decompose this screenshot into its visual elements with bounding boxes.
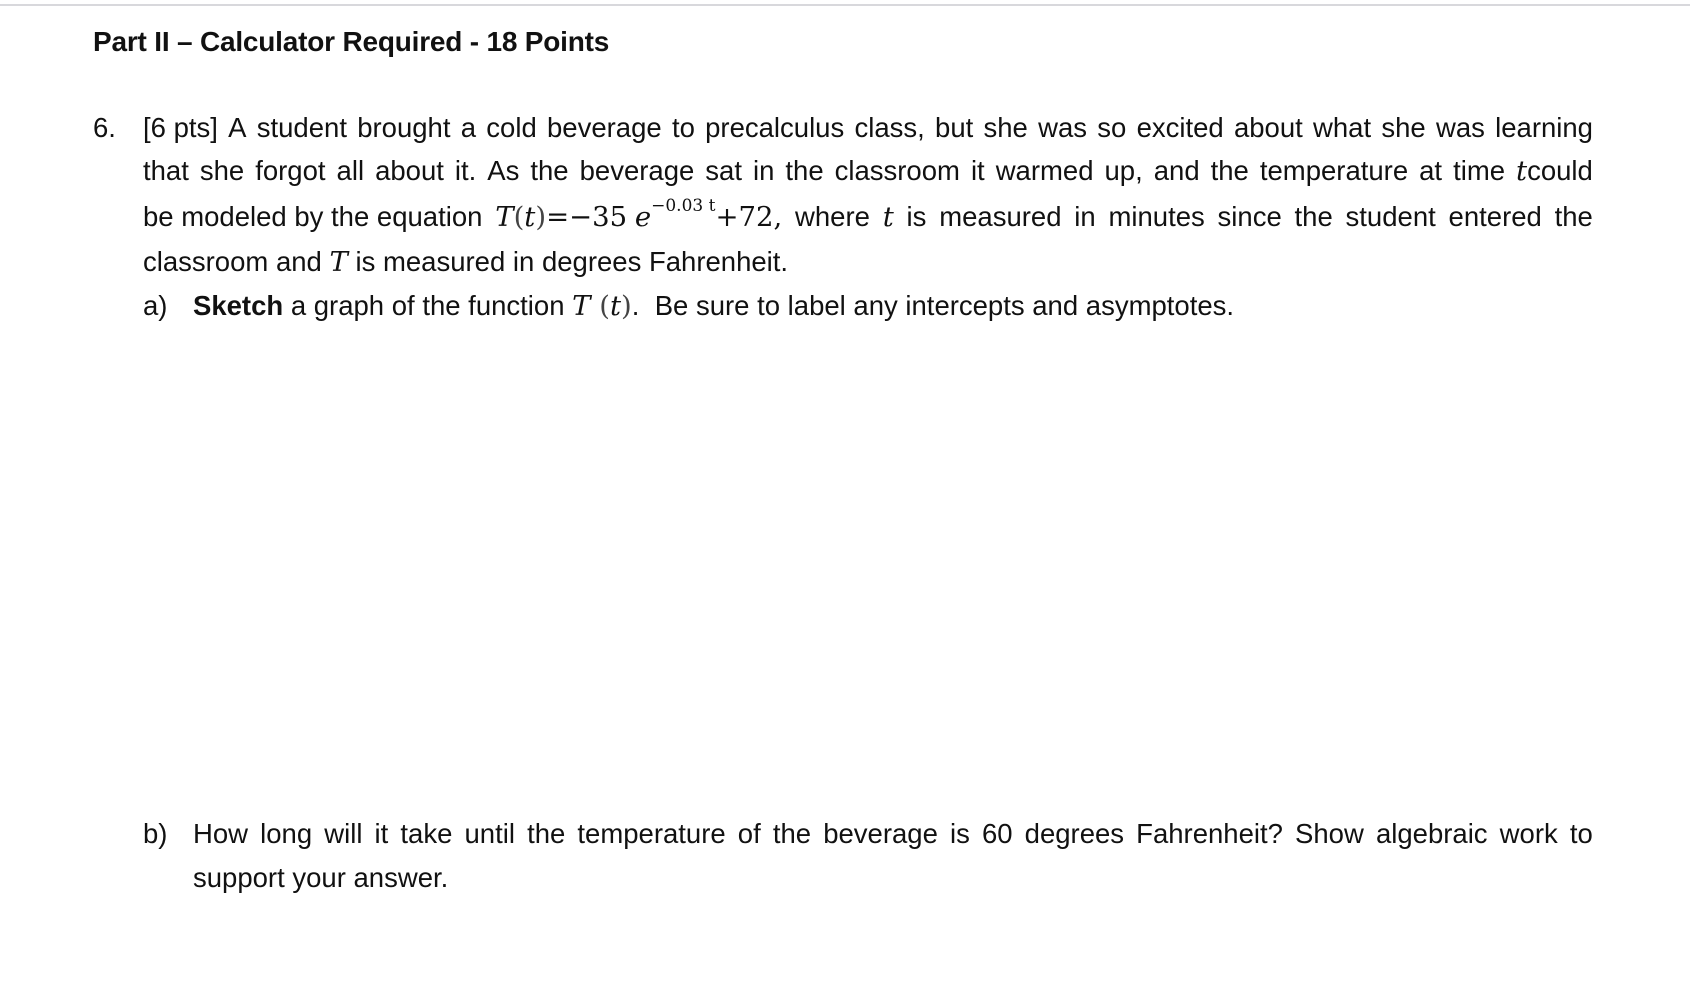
word: beverage: [823, 818, 938, 849]
word: the: [1554, 201, 1593, 232]
word: learning: [1495, 112, 1593, 143]
word: what: [1313, 112, 1372, 143]
eq-e: e: [634, 201, 652, 233]
word: class,: [854, 112, 925, 143]
word: where: [795, 201, 870, 232]
top-divider: [0, 4, 1690, 6]
word: until: [464, 818, 515, 849]
word: but: [935, 112, 974, 143]
word: she: [1381, 112, 1426, 143]
question-line-1: [143, 112, 1593, 144]
word: A: [228, 112, 247, 143]
eq-T: T: [495, 201, 514, 233]
equation: [495, 196, 783, 233]
word: forgot: [255, 155, 326, 186]
func-T: T: [572, 290, 591, 322]
word: it: [374, 818, 389, 849]
word: about: [1233, 112, 1303, 143]
word: the: [772, 818, 812, 849]
eq-close-paren: ): [535, 201, 547, 233]
word: she: [983, 112, 1028, 143]
equation-intro: be modeled by the equation: [143, 201, 483, 232]
part-a-label: a): [143, 290, 168, 321]
word: sat: [705, 155, 742, 186]
word: was: [1038, 112, 1088, 143]
page-title: Part II – Calculator Required - 18 Points: [93, 26, 610, 57]
word: beverage: [579, 155, 695, 186]
word: the: [527, 818, 566, 849]
eq-t: t: [524, 201, 536, 233]
word: Show: [1295, 818, 1364, 849]
word: minutes: [1108, 201, 1205, 232]
word: beverage: [547, 112, 662, 143]
word: in: [1074, 201, 1096, 232]
part-a-text-2: Be sure to label any intercepts and asymptotes.: [654, 290, 1235, 321]
word: to: [1569, 818, 1593, 849]
word: will: [324, 818, 363, 849]
word: classroom: [834, 155, 960, 186]
word: is: [906, 201, 927, 232]
time-var-phrase: [1516, 155, 1593, 187]
word: long: [260, 818, 313, 849]
eq-equals: =: [546, 201, 570, 233]
word: was: [1435, 112, 1485, 143]
word: of: [737, 818, 761, 849]
word: work: [1499, 818, 1558, 849]
word: the: [785, 155, 824, 186]
word: to: [671, 112, 695, 143]
word: How: [193, 818, 249, 849]
word: is: [949, 818, 970, 849]
question-line-3: [143, 196, 1593, 233]
word: at: [1419, 155, 1443, 186]
word: since: [1217, 201, 1282, 232]
word: student: [256, 112, 347, 143]
word: As: [487, 155, 520, 186]
word: Fahrenheit?: [1136, 818, 1283, 849]
variable-t: t: [882, 201, 894, 233]
word: that: [143, 155, 189, 186]
word: it: [970, 155, 985, 186]
points-label: [6 pts]: [143, 112, 218, 143]
part-a-text: Sketch a graph of the function T (t). Be sure to label any intercepts and asymptotes.: [193, 290, 1235, 322]
word: about: [375, 155, 444, 186]
func-open-paren: (: [590, 290, 610, 322]
sketch-keyword: Sketch: [193, 290, 284, 321]
part-a-answer-space[interactable]: [143, 340, 1593, 840]
word: excited: [1136, 112, 1224, 143]
word: could: [1527, 155, 1593, 186]
part-b-label: b): [143, 818, 168, 849]
word: degrees: [1024, 818, 1125, 849]
eq-open-paren: (: [513, 201, 525, 233]
eq-plus-constant: +72,: [715, 201, 783, 233]
word: and: [1153, 155, 1200, 186]
line4-text-end: is measured in degrees Fahrenheit.: [355, 246, 789, 277]
word: in: [752, 155, 775, 186]
word: brought: [357, 112, 451, 143]
eq-exponent: −0.03 t: [651, 196, 716, 216]
question-line-4: [143, 246, 788, 278]
word: all: [336, 155, 365, 186]
part-b-line-2: support your answer.: [193, 862, 449, 893]
question-line-2: [143, 155, 1593, 187]
word: so: [1097, 112, 1127, 143]
word: entered: [1448, 201, 1542, 232]
word: algebraic: [1375, 818, 1488, 849]
word: cold: [486, 112, 537, 143]
word: 60: [981, 818, 1013, 849]
func-close-paren: ): [621, 290, 632, 322]
variable-t: t: [1516, 155, 1528, 187]
part-a-text-1: a graph of the function: [290, 290, 565, 321]
variable-T: T: [329, 246, 348, 278]
word: take: [400, 818, 453, 849]
word: it.: [454, 155, 477, 186]
word: measured: [939, 201, 1062, 232]
word: the: [1294, 201, 1333, 232]
word: a: [460, 112, 477, 143]
eq-coefficient: −35: [569, 201, 628, 233]
word: student: [1345, 201, 1436, 232]
word: temperature: [577, 818, 726, 849]
line4-text: classroom and: [143, 246, 322, 277]
word: temperature: [1259, 155, 1409, 186]
word: time: [1453, 155, 1506, 186]
word: the: [530, 155, 569, 186]
word: warmed: [995, 155, 1094, 186]
word: the: [1210, 155, 1249, 186]
word: up,: [1104, 155, 1143, 186]
word: precalculus: [705, 112, 845, 143]
word: she: [199, 155, 245, 186]
func-t: t: [609, 290, 622, 322]
question-number: 6.: [93, 112, 116, 143]
